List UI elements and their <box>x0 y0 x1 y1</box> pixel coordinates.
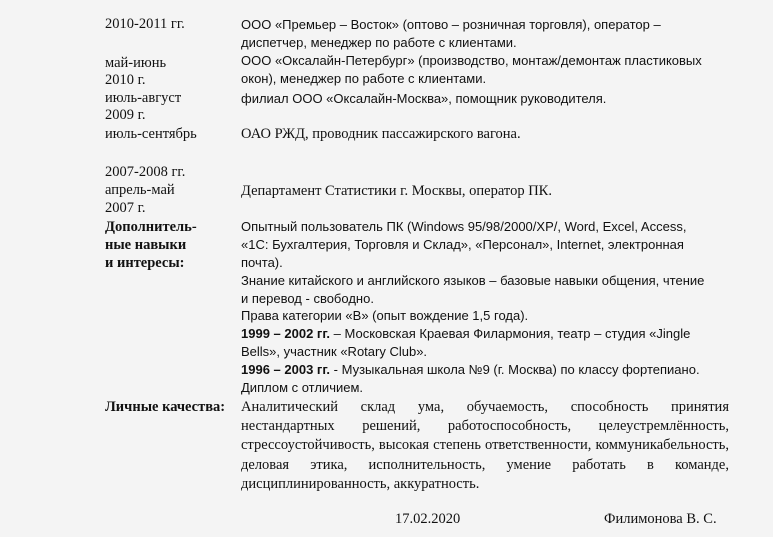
period-year-2007: 2007 г. <box>105 200 146 216</box>
skills-line: Диплом с отличием. <box>241 380 364 395</box>
skills-item-philharmonic <box>241 325 690 343</box>
item-text: - Музыкальная школа №9 (г. Москва) по классу фортепиано. <box>330 362 700 377</box>
period-2010-2011: 2010-2011 гг. <box>105 16 185 32</box>
personal-qualities-text: Аналитический склад ума, обучаемость, способность принятия нестандартных решений, работоспособность, целеустремлённость, стрессоустойчивость, высокая степень ответственности, коммуникабельность, деловая этика, исполнительность, умение работать в команде, дисциплинированность, аккуратность. <box>241 399 729 492</box>
years: 1996 – 2003 гг. <box>241 362 331 377</box>
skills-label: и интересы: <box>105 255 185 271</box>
footer-date: 17.02.2020 <box>395 511 461 527</box>
years: 1999 – 2002 гг. <box>241 326 331 341</box>
personal-label: Личные качества: <box>105 399 226 415</box>
skills-label: Дополнитель- <box>105 219 197 235</box>
period-year-2010: 2010 г. <box>105 72 146 88</box>
skills-line: Bells», участник «Rotary Club». <box>241 344 428 359</box>
skills-label: ные навыки <box>105 237 187 253</box>
period-july-september: июль-сентябрь <box>105 126 197 142</box>
item-text: – Московская Краевая Филармония, театр – студия «Jingle <box>330 326 691 341</box>
experience-line: филиал ООО «Оксалайн-Москва», помощник руководителя. <box>241 91 607 106</box>
skills-line: Знание китайского и английского языков – базовые навыки общения, чтение <box>241 273 705 288</box>
skills-line: «1С: Бухгалтерия, Торговля и Склад», «Персонал», Internet, электронная <box>241 237 684 252</box>
period-july-august: июль-август <box>105 90 182 106</box>
skills-item-music-school <box>241 361 700 379</box>
experience-line: ООО «Премьер – Восток» (оптово – розничная торговля), оператор – <box>241 17 661 32</box>
skills-line: Опытный пользователь ПК (Windows 95/98/2000/XP/, Word, Excel, Access, <box>241 219 687 234</box>
experience-line: Департамент Статистики г. Москвы, оператор ПК. <box>241 183 552 199</box>
skills-line: почта). <box>241 255 283 270</box>
experience-line: диспетчер, менеджер по работе с клиентами. <box>241 35 517 50</box>
skills-line: и перевод - свободно. <box>241 291 374 306</box>
experience-line: ОАО РЖД, проводник пассажирского вагона. <box>241 126 521 142</box>
period-year-2009: 2009 г. <box>105 107 146 123</box>
footer-signature-name: Филимонова В. С. <box>604 511 717 527</box>
period-may-june: май-июнь <box>105 55 167 71</box>
experience-line: ООО «Оксалайн-Петербург» (производство, монтаж/демонтаж пластиковых <box>241 53 702 68</box>
experience-line: окон), менеджер по работе с клиентами. <box>241 71 487 86</box>
period-2007-2008: 2007-2008 гг. <box>105 164 186 180</box>
skills-line: Права категории «В» (опыт вождение 1,5 года). <box>241 308 529 323</box>
period-april-may: апрель-май <box>105 182 175 198</box>
